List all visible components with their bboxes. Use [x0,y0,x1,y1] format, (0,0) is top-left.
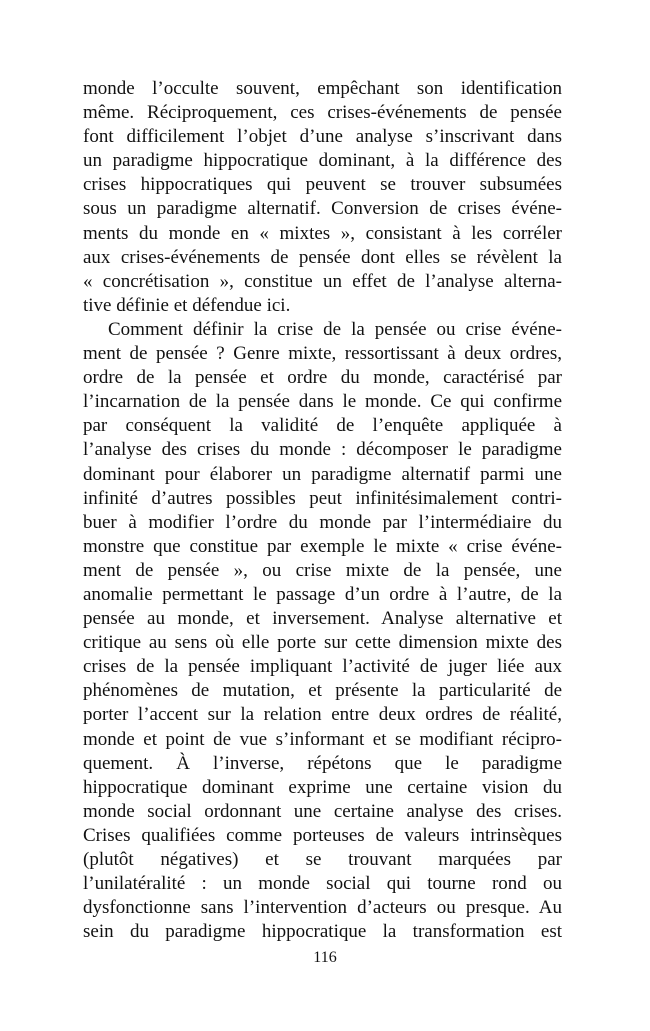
text-line: par conséquent la validité de l’enquête appliquée à [83,415,562,437]
text-line: buer à modifier l’ordre du monde par l’intermédiaire du [83,511,562,533]
text-line: l’incarnation de la pensée dans le monde. Ce qui confirme [83,391,562,413]
text-line: tive définie et défendue ici. [83,294,291,316]
text-line: sein du paradigme hippocratique la transformation est [83,921,562,943]
text-line: l’analyse des crises du monde : décomposer le paradigme [83,439,562,461]
text-line: Crises qualifiées comme porteuses de valeurs intrinsèques [83,824,562,846]
text-line: pensée au monde, et inversement. Analyse alternative et [83,608,562,630]
text-line: infinité d’autres possibles peut infinitésimalement contri- [83,487,562,509]
text-line: l’unilatéralité : un monde social qui tourne rond ou [83,873,562,895]
text-line: ments du monde en « mixtes », consistant à les corréler [83,222,562,244]
text-line: « concrétisation », constitue un effet de l’analyse alterna- [83,270,562,292]
text-line: aux crises-événements de pensée dont elles se révèlent la [83,246,562,268]
text-line: ment de pensée ? Genre mixte, ressortissant à deux ordres, [83,343,562,365]
text-line: même. Réciproquement, ces crises-événements de pensée [83,102,562,124]
text-line: critique au sens où elle porte sur cette dimension mixte des [83,632,562,654]
text-line: crises de la pensée impliquant l’activité de juger liée aux [83,656,562,678]
text-line: monde l’occulte souvent, empêchant son identification [83,78,562,99]
text-line: monde et point de vue s’informant et se modifiant récipro- [83,728,562,750]
text-line: hippocratique dominant exprime une certaine vision du [83,776,562,798]
text-line: ment de pensée », ou crise mixte de la pensée, une [83,559,562,581]
text-line: font difficilement l’objet d’une analyse s’inscrivant dans [83,126,562,148]
text-line: phénomènes de mutation, et présente la particularité de [83,680,562,702]
text-line: sous un paradigme alternatif. Conversion de crises événe- [83,198,562,220]
text-line: crises hippocratiques qui peuvent se trouver subsumées [83,174,562,196]
text-line: Comment définir la crise de la pensée ou crise événe- [108,318,562,340]
body-text [83,77,562,944]
page-number: 116 [313,949,337,966]
text-line: ordre de la pensée et ordre du monde, caractérisé par [83,367,562,389]
text-line: (plutôt négatives) et se trouvant marquées par [83,849,562,870]
text-line: quement. À l’inverse, répétons que le paradigme [83,752,562,774]
text-line: dysfonctionne sans l’intervention d’acteurs ou presque. Au [83,897,562,919]
text-line: monstre que constitue par exemple le mixte « crise événe- [83,535,562,557]
text-line: monde social ordonnant une certaine analyse des crises. [83,800,562,822]
text-line: porter l’accent sur la relation entre deux ordres de réalité, [83,704,562,726]
text-line: un paradigme hippocratique dominant, à la différence des [83,150,562,172]
text-line: dominant pour élaborer un paradigme alternatif parmi une [83,463,562,485]
text-line: anomalie permettant le passage d’un ordre à l’autre, de la [83,583,562,605]
